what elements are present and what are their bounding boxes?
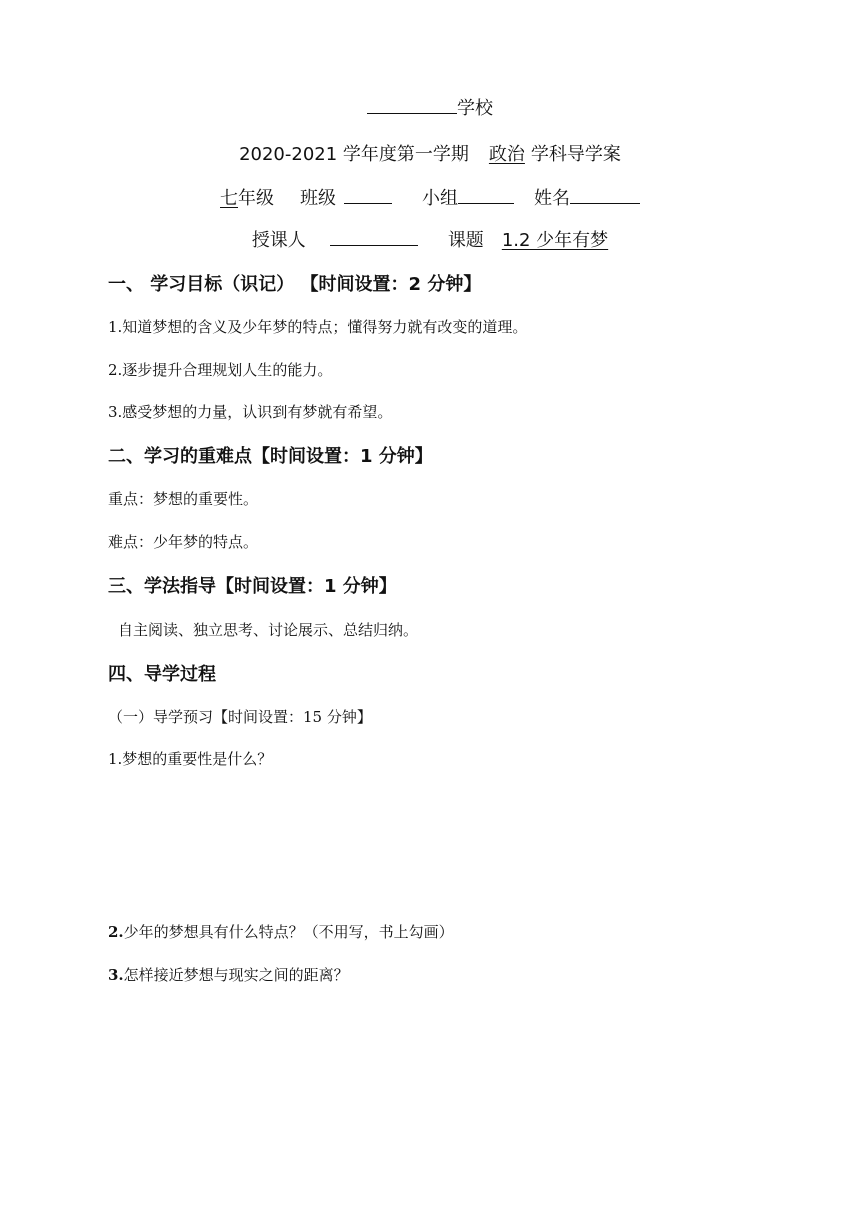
method-text: 自主阅读、独立思考、讨论展示、总结归纳。 — [118, 621, 419, 639]
section-1-title: 一、 学习目标（识记） 【时间设置：2 分钟】 — [108, 274, 482, 295]
term-line — [0, 140, 860, 166]
question-3-text: 怎样接近梦想与现实之间的距离？ — [123, 966, 349, 984]
section-1-item-3: 3.感受梦想的力量，认识到有梦就有希望。 — [108, 403, 393, 421]
section-1-item-1: 1.知道梦想的含义及少年梦的特点；懂得努力就有改变的道理。 — [108, 318, 528, 336]
section-1-item-2: 2.逐步提升合理规划人生的能力。 — [108, 361, 333, 379]
section-2-title: 二、学习的重难点【时间设置：1 分钟】 — [108, 446, 433, 467]
preview-subheading: （一）导学预习【时间设置：15 分钟】 — [108, 708, 372, 726]
question-3 — [108, 964, 349, 985]
class-label: 班级 — [300, 188, 336, 209]
group-label: 小组 — [422, 188, 458, 209]
school-label: 学校 — [457, 98, 493, 119]
name-label: 姓名 — [534, 188, 570, 209]
teacher-label: 授课人 — [251, 230, 306, 251]
school-blank[interactable] — [367, 112, 457, 114]
school-line — [0, 94, 860, 120]
subject-value: 政治 — [488, 144, 525, 165]
class-blank[interactable] — [344, 202, 392, 204]
question-1: 1.梦想的重要性是什么？ — [108, 750, 273, 768]
section-3-title: 三、学法指导【时间设置：1 分钟】 — [108, 576, 397, 597]
question-2-text: 少年的梦想具有什么特点？（不用写，书上勾画） — [123, 923, 454, 941]
grade-value: 七 — [220, 188, 238, 209]
key-point: 重点：梦想的重要性。 — [108, 490, 259, 508]
question-2 — [108, 921, 454, 942]
topic-value: 1.2 少年有梦 — [501, 230, 609, 251]
question-3-number: 3. — [108, 966, 124, 984]
subject-suffix: 学科导学案 — [530, 144, 621, 165]
section-4-title: 四、导学过程 — [108, 664, 216, 685]
difficult-point: 难点：少年梦的特点。 — [108, 533, 259, 551]
group-blank[interactable] — [458, 202, 514, 204]
grade-label: 年级 — [238, 188, 274, 209]
topic-label: 课题 — [447, 230, 484, 251]
teacher-blank[interactable] — [330, 244, 418, 246]
question-2-number: 2. — [108, 923, 124, 941]
student-info-line — [0, 184, 860, 210]
name-blank[interactable] — [570, 202, 640, 204]
teacher-topic-line — [0, 226, 860, 252]
term-label: 2020-2021 学年度第一学期 — [239, 144, 469, 165]
